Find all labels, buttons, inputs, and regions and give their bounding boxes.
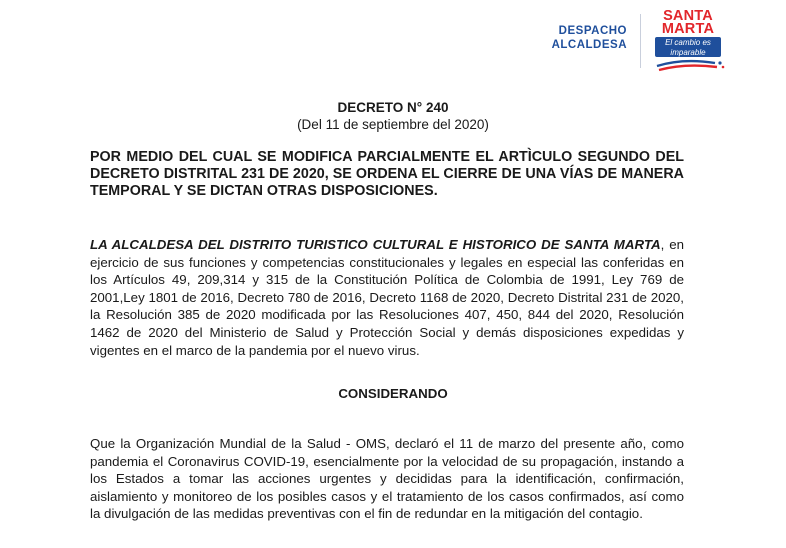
santa-marta-logo (651, 10, 725, 74)
preamble-paragraph (90, 236, 684, 359)
logo-slogan-line-1: El cambio es (665, 38, 711, 47)
office-line-1: DESPACHO (558, 25, 627, 37)
logo-line-1: SANTA (663, 8, 713, 24)
office-name (552, 24, 627, 52)
issuing-authority: LA ALCALDESA DEL DISTRITO TURISTICO CULTURAL E HISTORICO DE SANTA MARTA (90, 237, 661, 252)
decree-subject: POR MEDIO DEL CUAL SE MODIFICA PARCIALMENTE EL ARTÌCULO SEGUNDO DEL DECRETO DISTRITAL 231 DE 2020, SE ORDENA EL CIERRE DE UNA VÍAS DE MANERA TEMPORAL Y SE DICTAN OTRAS DISPOSICIONES. (90, 149, 684, 199)
decree-date: (Del 11 de septiembre del 2020) (297, 117, 489, 132)
office-line-2: ALCALDESA (551, 39, 627, 51)
logo-swoosh-icon (653, 57, 725, 75)
header-divider (640, 14, 641, 68)
decree-number: DECRETO N° 240 (337, 100, 449, 115)
letterhead (0, 0, 786, 80)
logo-slogan (655, 37, 721, 57)
logo-slogan-line-2: imparable (670, 47, 706, 57)
preamble-text: , en ejercicio de sus funciones y competencias constitucionales y legales en especial las conferidas en los Artículos 49, 209,314 y 315 de la Constitución Política de Colombia de 1991, Ley 769 de 2001,Ley 1801 de 2016, Decreto 780 de 2016, Decreto 1168 de 2020, Decreto Distrital 231 de 2020, la Resolución 385 de 2020 modificada por las Resoluciones 407, 450, 844 del 2020, Resolución 1462 de 2020 del Ministerio de Salud y Protección Social y demás disposiciones expedidas y vigentes en el marco de la pandemia por el nuevo virus. (90, 237, 684, 358)
logo-line-2: MARTA (661, 21, 715, 37)
considerando-paragraph: Que la Organización Mundial de la Salud - OMS, declaró el 11 de marzo del presente año, como pandemia el Coronavirus COVID-19, esencialmente por la velocidad de su propagación, instando a los Estados a tomar las acciones urgentes y decididas para la identificación, confirmación, aislamiento y monitoreo de los posibles casos y el tratamiento de los casos confirmados, así como la divulgación de las medidas preventivas con el fin de redundar en la mitigación del contagio. (90, 436, 684, 522)
considerando-heading: CONSIDERANDO (338, 386, 448, 401)
